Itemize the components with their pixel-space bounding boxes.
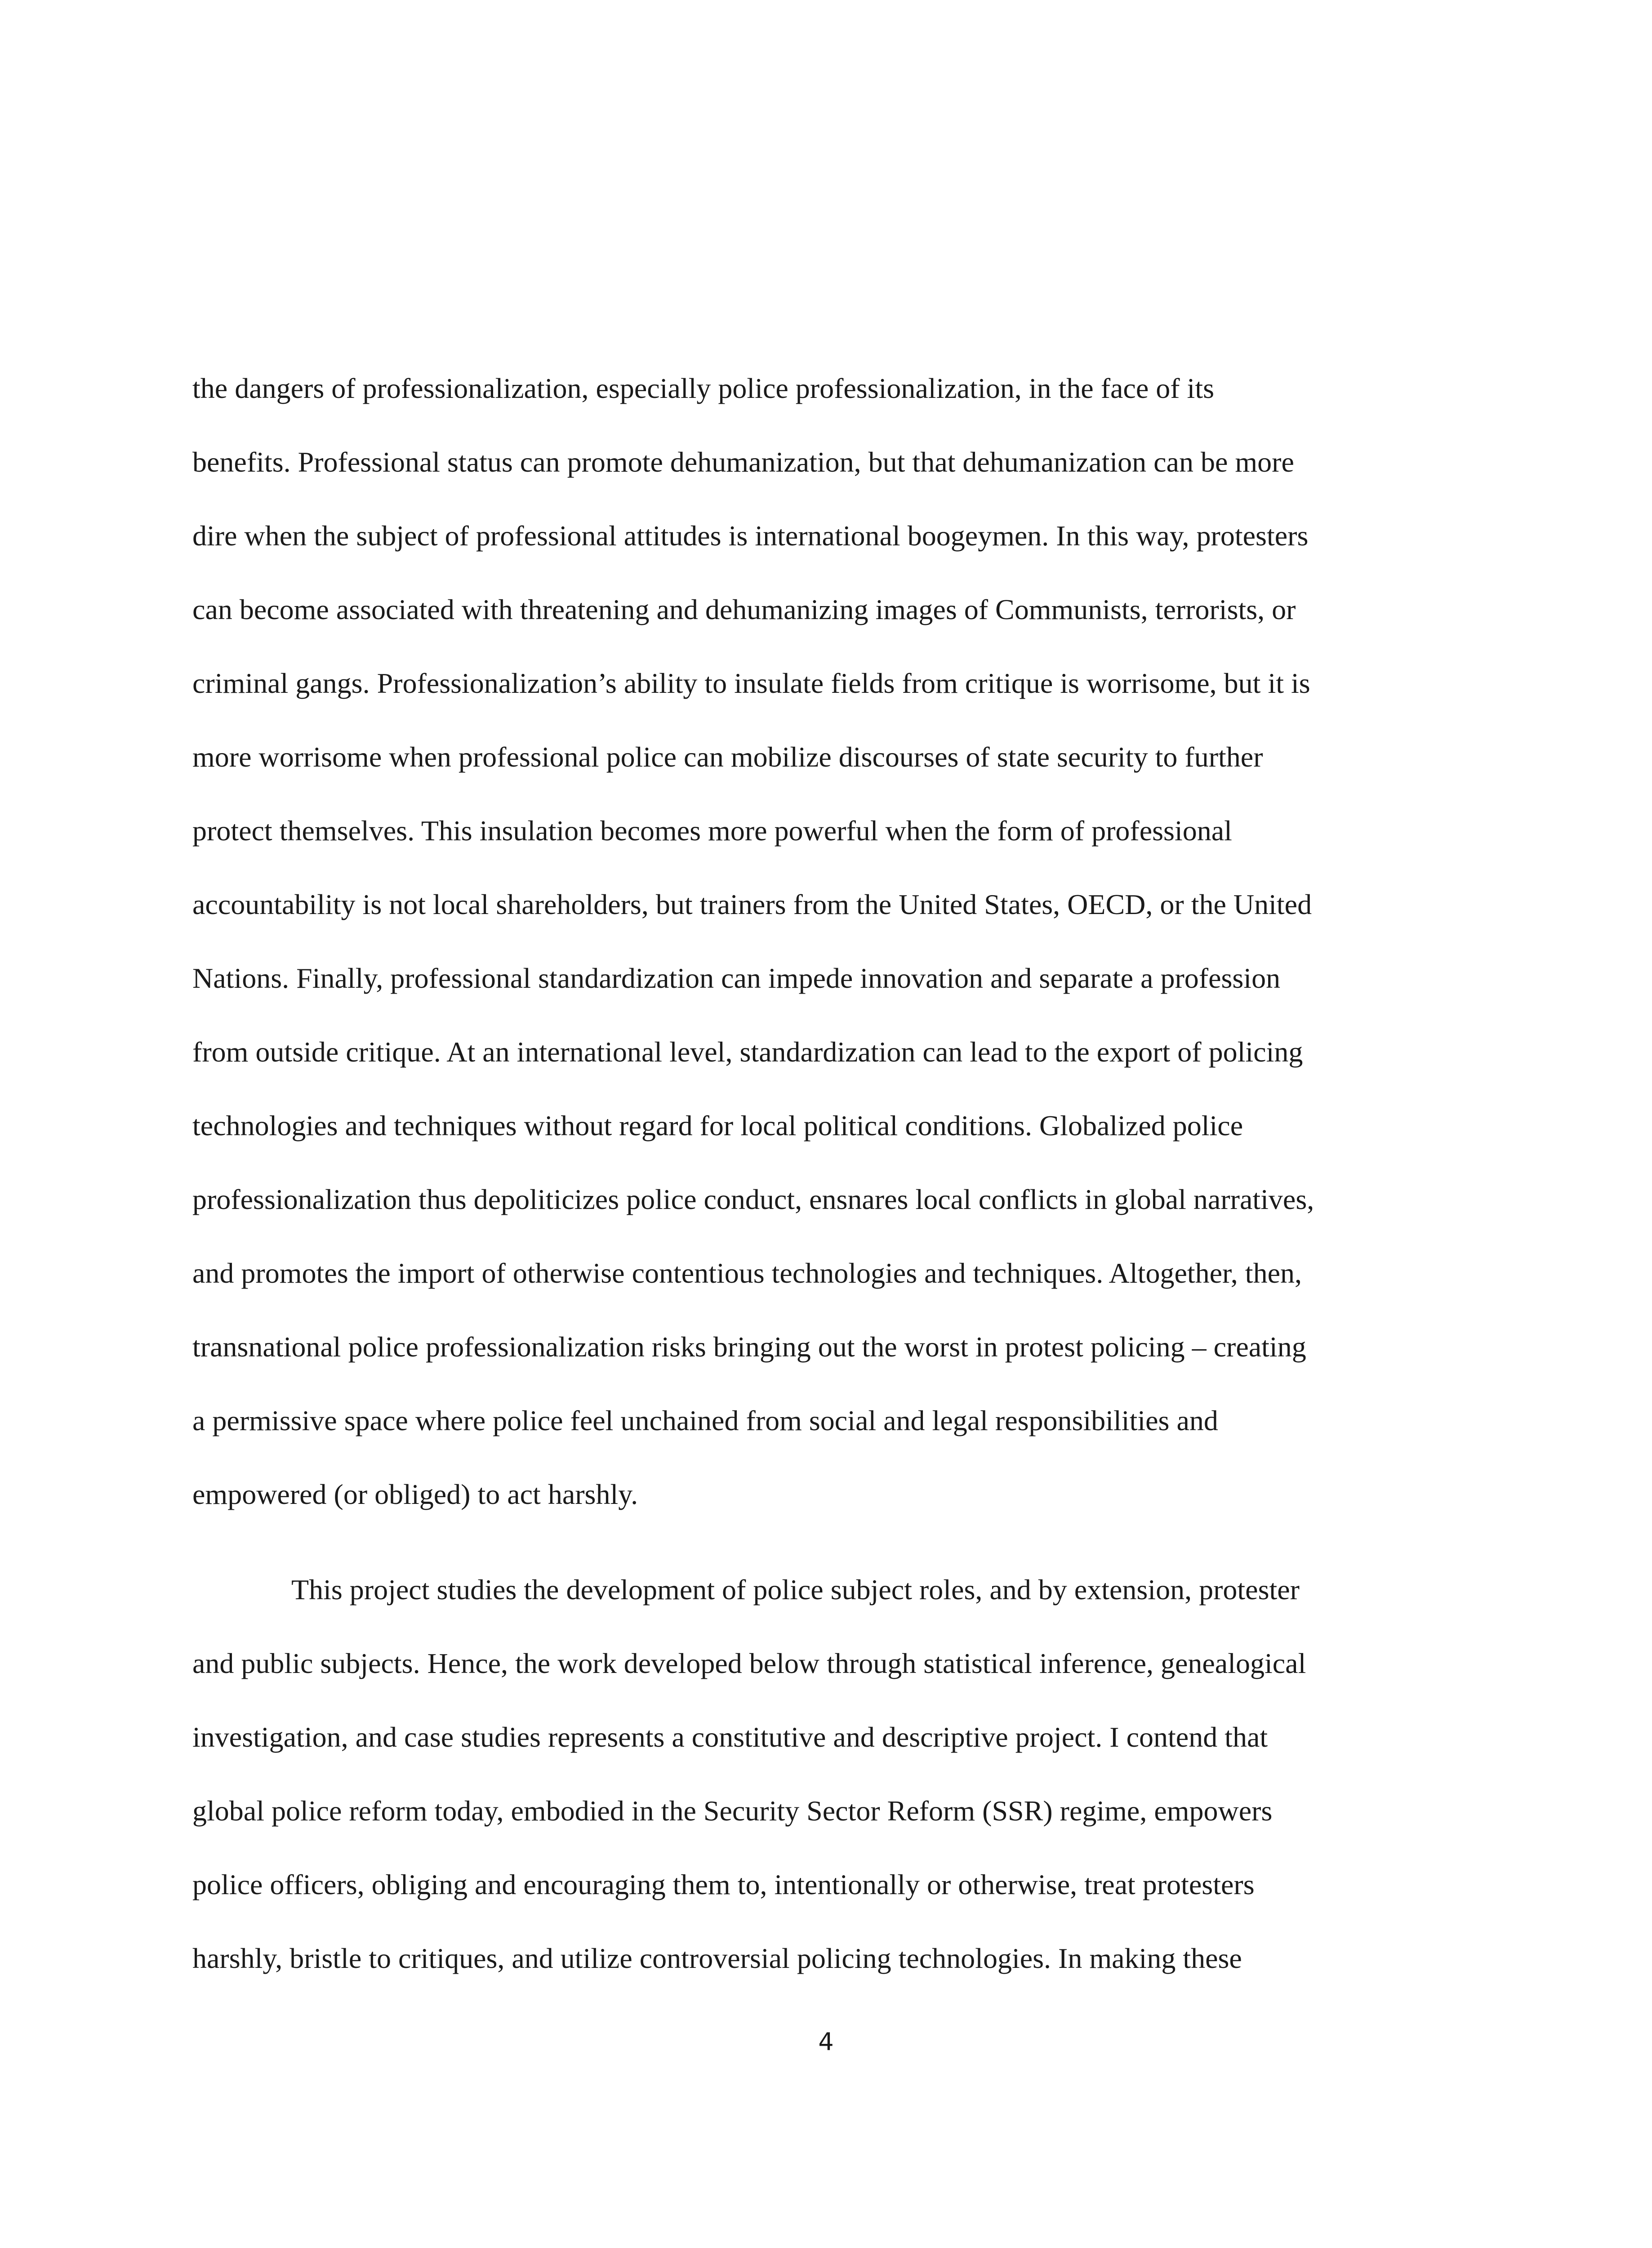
text-line: the dangers of professionalization, especially police professionalization, in the face of its xyxy=(192,372,1214,404)
text-line: accountability is not local shareholders, but trainers from the United States, OECD, or the United xyxy=(192,888,1312,920)
body-text xyxy=(192,364,1541,2008)
text-line: investigation, and case studies represents a constitutive and descriptive project. I contend that xyxy=(192,1721,1268,1753)
text-line: Nations. Finally, professional standardization can impede innovation and separate a profession xyxy=(192,962,1281,994)
paragraph xyxy=(192,1566,1541,2008)
text-line: harshly, bristle to critiques, and utilize controversial policing technologies. In making these xyxy=(192,1942,1242,1974)
text-line: professionalization thus depoliticizes police conduct, ensnares local conflicts in global narratives, xyxy=(192,1183,1314,1215)
text-line: protect themselves. This insulation becomes more powerful when the form of professional xyxy=(192,815,1232,847)
text-line: more worrisome when professional police can mobilize discourses of state security to further xyxy=(192,741,1263,773)
text-line: benefits. Professional status can promote dehumanization, but that dehumanization can be more xyxy=(192,446,1294,478)
text-line: global police reform today, embodied in the Security Sector Reform (SSR) regime, empowers xyxy=(192,1795,1273,1827)
paragraph-gap xyxy=(192,1544,1541,1566)
text-line: empowered (or obliged) to act harshly. xyxy=(192,1478,638,1510)
paragraph xyxy=(192,364,1541,1544)
text-line: police officers, obliging and encouraging them to, intentionally or otherwise, treat protesters xyxy=(192,1869,1255,1900)
text-line: and public subjects. Hence, the work developed below through statistical inference, genealogical xyxy=(192,1647,1306,1679)
text-line: transnational police professionalization risks bringing out the worst in protest policing – creating xyxy=(192,1331,1306,1363)
text-line: dire when the subject of professional attitudes is international boogeymen. In this way, protesters xyxy=(192,520,1309,552)
text-line: from outside critique. At an international level, standardization can lead to the export of policing xyxy=(192,1036,1303,1068)
text-line: technologies and techniques without regard for local political conditions. Globalized police xyxy=(192,1110,1243,1142)
text-line: criminal gangs. Professionalization’s ability to insulate fields from critique is worrisome, but it is xyxy=(192,667,1310,699)
text-line: can become associated with threatening and dehumanizing images of Communists, terrorists, or xyxy=(192,593,1296,625)
text-line: a permissive space where police feel unchained from social and legal responsibilities and xyxy=(192,1405,1218,1436)
text-line: and promotes the import of otherwise contentious technologies and techniques. Altogether, then, xyxy=(192,1257,1302,1289)
text-line: This project studies the development of police subject roles, and by extension, protester xyxy=(291,1574,1300,1606)
page-number: 4 xyxy=(818,2028,834,2056)
